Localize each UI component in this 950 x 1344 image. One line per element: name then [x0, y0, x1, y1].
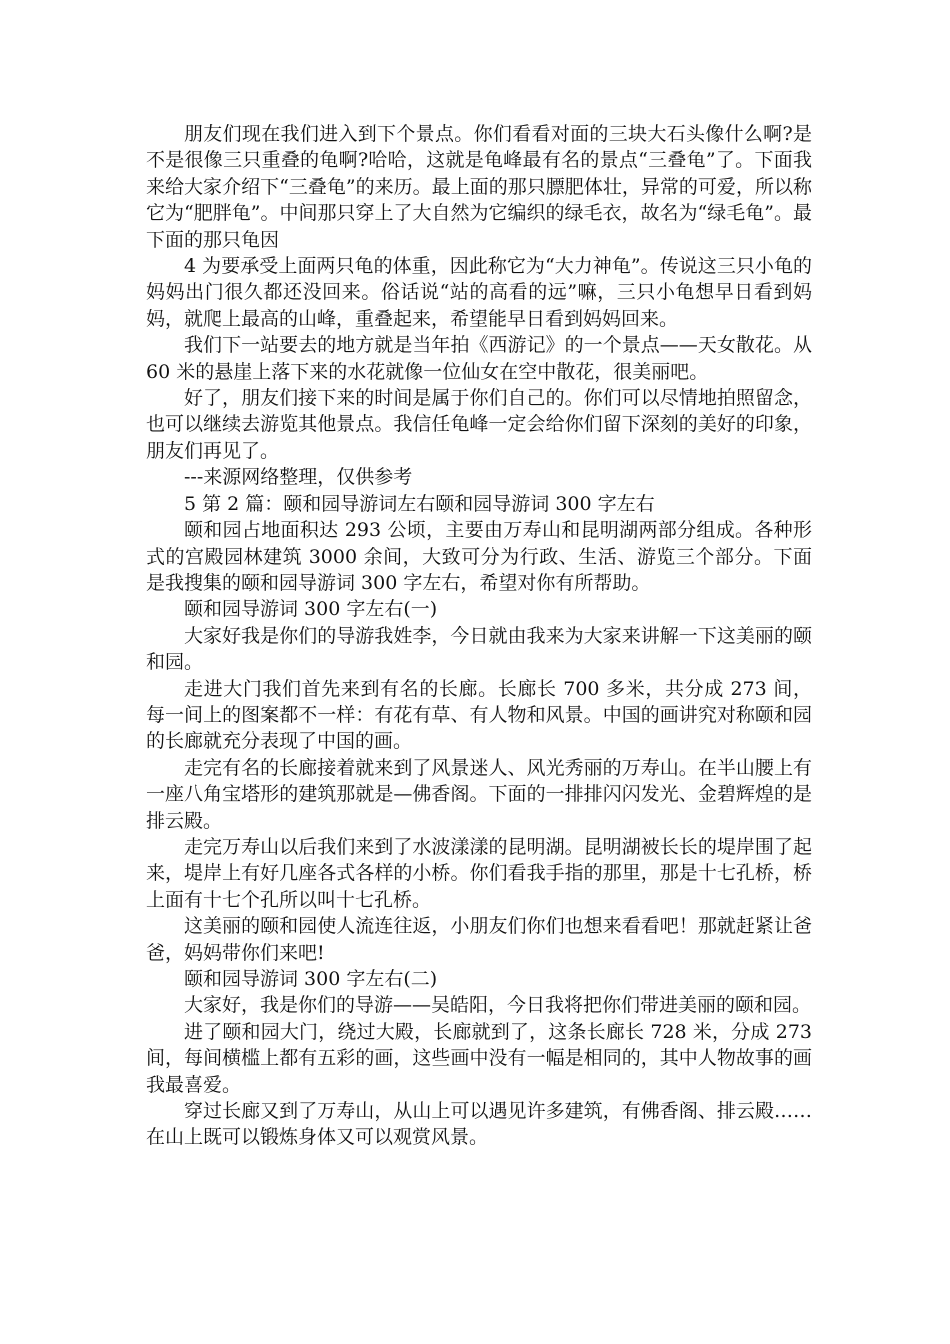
subheading-guide-two: 颐和园导游词 300 字左右(二)	[184, 968, 438, 990]
paragraph-guide-two-greeting: 大家好，我是你们的导游——吴皓阳，今日我将把你们带进美丽的颐和园。	[184, 994, 812, 1017]
paragraph-farewell: 好了，朋友们接下来的时间是属于你们自己的。你们可以尽情地拍照留念，也可以继续去游览其他景点。我信任龟峰一定会给你们留下深刻的美好的印象，朋友们再见了。	[146, 387, 812, 462]
paragraph-long-corridor: 走进大门我们首先来到有名的长廊。长廊长 700 多米，共分成 273 间，每一间上的图案都不一样：有花有草、有人物和风景。中国的画讲究对称颐和园的长廊就充分表现了中国的画。	[146, 677, 812, 753]
paragraph-guide-two-corridor: 进了颐和园大门，绕过大殿，长廊就到了，这条长廊长 728 米，分成 273 间，每间横槛上都有五彩的画，这些画中没有一幅是相同的，其中人物故事的画我最喜爱。	[146, 1020, 812, 1096]
paragraph-longevity-hill: 走完有名的长廊接着就来到了风景迷人、风光秀丽的万寿山。在半山腰上有一座八角宝塔形的建筑那就是—佛香阁。下面的一排排闪闪发光、金碧辉煌的是排云殿。	[146, 756, 812, 832]
document-body	[146, 121, 812, 1151]
paragraph-summer-palace-overview: 颐和园占地面积达 293 公顷，主要由万寿山和昆明湖两部分组成。各种形式的宫殿园林建筑 3000 余间，大致可分为行政、生活、游览三个部分。下面是我搜集的颐和园导游词 300 字左右，希望对你有所帮助。	[146, 519, 812, 594]
subheading-guide-one: 颐和园导游词 300 字左右(一)	[184, 598, 438, 621]
paragraph-kunming-lake: 走完万寿山以后我们来到了水波漾漾的昆明湖。昆明湖被长长的堤岸围了起来，堤岸上有好几座各式各样的小桥。你们看我手指的那里，那是十七孔桥，桥上面有十七个孔所以叫十七孔桥。	[146, 835, 812, 911]
paragraph-source-note: ---来源网络整理，仅供参考	[184, 466, 413, 489]
paragraph-guide-one-closing: 这美丽的颐和园使人流连往返，小朋友们你们也想来看看吧！那就赶紧让爸爸，妈妈带你们来吧!	[146, 915, 812, 964]
paragraph-guide-two-hill: 穿过长廊又到了万寿山，从山上可以遇见许多建筑，有佛香阁、排云殿……在山上既可以锻炼身体又可以观赏风景。	[146, 1100, 812, 1149]
paragraph-three-turtles-legend: 4 为要承受上面两只龟的体重，因此称它为“大力神龟”。传说这三只小龟的妈妈出门很久都还没回来。俗话说“站的高看的远”嘛，三只小龟想早日看到妈妈，就爬上最高的山峰，重叠起来，希望能早日看到妈妈回来。	[146, 255, 812, 330]
paragraph-three-turtles-intro: 朋友们现在我们进入到下个景点。你们看看对面的三块大石头像什么啊?是不是很像三只重叠的龟啊?哈哈，这就是龟峰最有名的景点“三叠龟”了。下面我来给大家介绍下“三叠龟”的来历。最上面的那只膘肥体壮，异常的可爱，所以称它为“肥胖龟”。中间那只穿上了大自然为它编织的绿毛衣，故名为“绿毛龟”。最下面的那只龟因	[146, 123, 812, 251]
section-heading-summer-palace: 5 第 2 篇：颐和园导游词左右颐和园导游词 300 字左右	[184, 492, 655, 515]
paragraph-tiannu-sanhua: 我们下一站要去的地方就是当年拍《西游记》的一个景点——天女散花。从 60 米的悬崖上落下来的水花就像一位仙女在空中散花，很美丽吧。	[146, 334, 812, 383]
paragraph-guide-one-greeting: 大家好我是你们的导游我姓李，今日就由我来为大家来讲解一下这美丽的颐和园。	[146, 624, 812, 674]
